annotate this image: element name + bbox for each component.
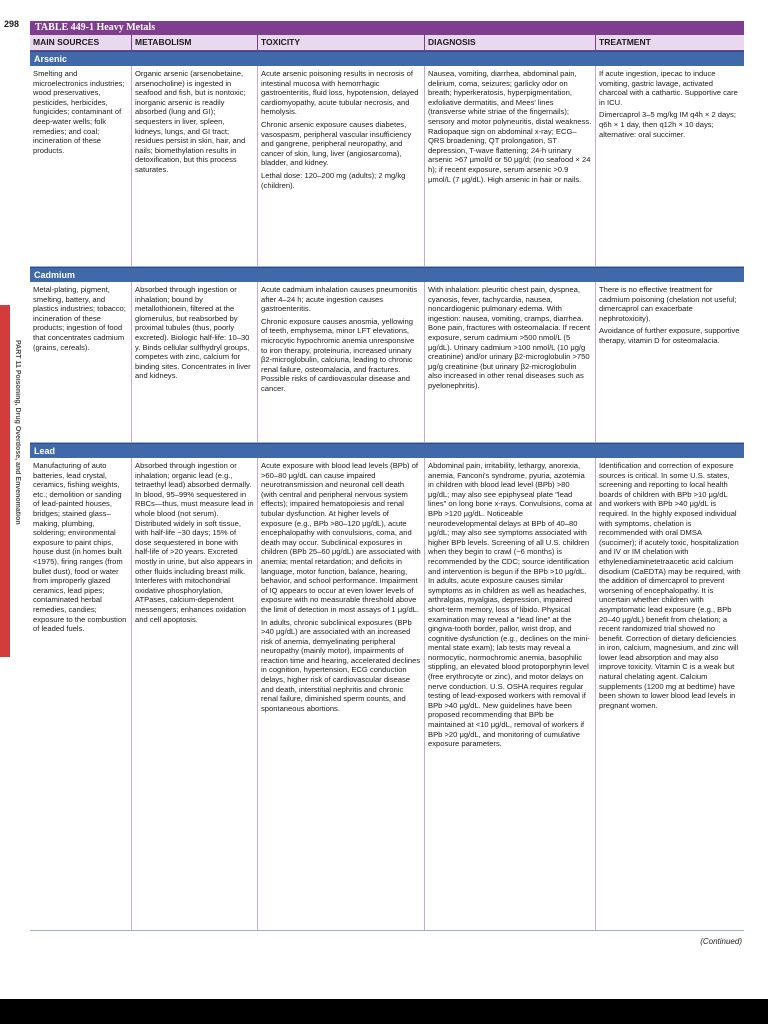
column-header-metabolism: METABOLISM: [132, 35, 258, 50]
bottom-black-bar: [0, 999, 768, 1024]
cell-text: Nausea, vomiting, diarrhea, abdominal pain, delirium, coma, seizures; garlicky odor on breath; hyperkeratosis, hyperpigmentation, exfoliative dermatitis, and Mees' lines (transverse white striae of the fingernails); sensory and motor polyneuritis, distal weakness. Radiopaque sign on abdominal x-ray; ECG–QRS broadening, QT prolongation, ST depression, T-wave flattening; 24-h urinary arsenic >67 μmol/d or 50 μg/d; (no seafood × 24 h); if recent exposure, serum arsenic >0.9 μmol/L (7 μg/dL). High arsenic in hair or nails.: [428, 69, 592, 184]
section-header-arsenic: Arsenic: [30, 51, 744, 66]
cell-toxicity: [258, 282, 425, 442]
cell-toxicity: [258, 66, 425, 266]
cell-text: Absorbed through ingestion or inhalation; organic lead (e.g., tetraethyl lead) absorbed dermally. In blood, 95–99% sequestered in RBCs—thus, must measure lead in whole blood (not serum). Distributed widely in soft tissue, with half-life ~30 days; 15% of dose sequestered in bone with half-life of >20 years. Excreted mostly in urine, but also appears in other fluids including breast milk. Interferes with mitochondrial oxidative phosphorylation, ATPases, calcium-dependent messengers; enhances oxidation and cell apoptosis.: [135, 461, 254, 624]
cell-text: Acute exposure with blood lead levels (BPb) of >60–80 μg/dL can cause impaired neurotransmission and neuronal cell death (with central and peripheral nervous system effects); impaired hematopoiesis and renal tubular dysfunction. At higher levels of exposure (e.g., BPb >80–120 μg/dL), acute encephalopathy with convulsions, coma, and death may occur. Subclinical exposures in children (BPb 25–60 μg/dL) are associated with anemia; mental retardation; and deficits in language, motor function, balance, hearing, behavior, and school performance. Impairment of IQ appears to occur at even lower levels of exposure with no measurable threshold above the limit of detection in most assays of 1 μg/dL.: [261, 461, 421, 614]
cell-diagnosis: [425, 458, 596, 930]
cell-text: If acute ingestion, ipecac to induce vomiting, gastric lavage, activated charcoal with a cathartic. Supportive care in ICU.: [599, 69, 738, 107]
table-title: TABLE 449-1 Heavy Metals: [30, 21, 744, 35]
cell-text: Lethal dose: 120–200 mg (adults); 2 mg/kg (children).: [261, 170, 406, 190]
part-side-tab-label: PART 11 Poisoning, Drug Overdose, and Envenomation: [14, 340, 21, 525]
cell-text: Avoidance of further exposure, supportive therapy, vitamin D for osteomalacia.: [599, 326, 740, 345]
page-number: 298: [4, 19, 20, 29]
cell-diagnosis: [425, 282, 596, 442]
cell-treatment: [596, 66, 744, 266]
cell-text: Dimercaprol 3–5 mg/kg IM q4h × 2 days; q6h × 1 day, then q12h × 10 days; alternative: oral succimer.: [599, 110, 736, 139]
cell-text: Absorbed through ingestion or inhalation; bound by metallothionein, filtered at the glomerulus, but reabsorbed by proximal tubules (thus, poorly excreted). Biologic half-life: 10–30 y. Binds cellular sulfhydryl groups, competes with zinc, calcium for binding sites. Concentrates in liver and kidneys.: [135, 285, 251, 381]
cell-text: Metal-plating, pigment, smelting, battery, and plastics industries; tobacco; incineration of these products; ingestion of food that concentrates cadmium (grains, cereals).: [33, 285, 126, 352]
cell-treatment: [596, 282, 744, 442]
cell-main-sources: [30, 66, 132, 266]
table-row: [30, 66, 744, 267]
cell-text: Chronic arsenic exposure causes diabetes, vasospasm, peripheral vascular insufficiency and gangrene, peripheral neuropathy, and cancer of skin, lung, liver (angiosarcoma), bladder, and kidney.: [261, 119, 412, 168]
column-header-toxicity: TOXICITY: [258, 35, 425, 50]
cell-metabolism: [132, 458, 258, 930]
cell-text: Acute cadmium inhalation causes pneumonitis after 4–24 h; acute ingestion causes gastroenteritis.: [261, 285, 418, 314]
cell-text: Acute arsenic poisoning results in necrosis of intestinal mucosa with hemorrhagic gastroenteritis, fluid loss, hypotension, delayed cardiomyopathy, acute tubular necrosis, and hemolysis.: [261, 69, 419, 117]
section-header-lead: Lead: [30, 443, 744, 458]
cell-text: Abdominal pain, irritability, lethargy, anorexia, anemia, Fanconi's syndrome, pyuria, azotemia in children with blood lead level (BPb) >80 μg/dL; may also see epiphyseal plate "lead lines" on long bone x-rays. Convulsions, coma at BPb >120 μg/dL. Noticeable neurodevelopmental delays at BPb of 40–80 μg/dL; may also see symptoms associated with higher BPb levels. Screening of all U.S. children when they begin to crawl (~6 months) is recommended by the CDC; source identification and intervention is begun if the BPb >10 μg/dL. In adults, acute exposure causes similar symptoms as in children as well as headaches, arthralgias, myalgias, depression, impaired short-term memory, loss of libido. Physical examination may reveal a "lead line" at the gingiva-tooth border, pallor, wrist drop, and cognitive dysfunction (e.g., declines on the mini-mental state exam); lab tests may reveal a normocytic, normochromic anemia, basophilic stippling, an elevated blood protoporphyrin level (free erythrocyte or zinc), and motor delays on nerve conduction. U.S. OSHA requires regular testing of lead-exposed workers with removal if BPb >40 μg/dL. New guidelines have been proposed recommending that BPb be maintained at <10 μg/dL, removal of workers if BPb >20 μg/dL, and monitoring of cumulative exposure parameters.: [428, 461, 592, 749]
column-header-main-sources: MAIN SOURCES: [30, 35, 132, 50]
column-header-treatment: TREATMENT: [599, 37, 651, 47]
cell-text: Manufacturing of auto batteries, lead crystal, ceramics, fishing weights, etc.; demolition or sanding of lead-painted houses, bridges; stained glass–making, plumbing, soldering; environmental exposure to paint chips, house dust (in homes built <1975), firing ranges (from bullet dust), food or water from improperly glazed ceramics, lead pipes; contaminated herbal remedies, candies; exposure to the combustion of leaded fuels.: [33, 461, 127, 634]
cell-metabolism: [132, 66, 258, 266]
cell-text: Chronic exposure causes anosmia, yellowing of teeth, emphysema, minor LFT elevations, microcytic hypochromic anemia unresponsive to iron therapy, proteinuria, increased urinary β2-microglobulin, calciuria, leading to chronic renal failure, osteomalacia, and fractures. Possible risks of cardiovascular disease and cancer.: [261, 316, 415, 393]
continued-label: (Continued): [700, 937, 742, 946]
cell-main-sources: [30, 282, 132, 442]
cell-text: With inhalation: pleuritic chest pain, dyspnea, cyanosis, fever, tachycardia, nausea, noncardiogenic pulmonary edema. With ingestion: nausea, vomiting, cramps, diarrhea. Bone pain, fractures with osteomalacia. If recent exposure, serum cadmium >500 nmol/L (5 μg/dL). Urinary cadmium >100 nmol/L (10 μg/g creatinine) and/or urinary β2-microglobulin >750 μg/g creatinine (but urinary β2-microglobulin also increased in other renal diseases such as pyelonephritis).: [428, 285, 591, 390]
cell-text: Smelting and microelectronics industries; wood preservatives, pesticides, herbicides, fungicides; contaminant of deep-water wells; folk remedies; and coal; incineration of these products.: [33, 69, 125, 155]
cell-toxicity: [258, 458, 425, 930]
cell-metabolism: [132, 282, 258, 442]
table-row: [30, 458, 744, 931]
heavy-metals-table: [30, 21, 744, 931]
cell-diagnosis: [425, 66, 596, 266]
section-header-cadmium: Cadmium: [30, 267, 744, 282]
cell-text: There is no effective treatment for cadmium poisoning (chelation not useful; dimercaprol can exacerbate nephrotoxicity).: [599, 285, 737, 323]
column-header-row: [30, 35, 744, 51]
cell-text: Identification and correction of exposure sources is critical. In some U.S. states, screening and reporting to local health boards of children with BPb >10 μg/dL and workers with BPb >40 μg/dL is required. In the highly exposed individual with symptoms, chelation is recommended with oral DMSA (succimer); if acutely toxic, hospitalization and IV or IM chelation with ethylenediaminetetraacetic acid calcium disodium (CaEDTA) may be required, with the addition of dimercaprol to prevent worsening of encephalopathy. It is uncertain whether children with asymptomatic lead exposure (e.g., BPb 20–40 μg/dL) benefit from chelation; a recent randomized trial showed no benefit. Correction of dietary deficiencies in iron, calcium, magnesium, and zinc will lower lead absorption and may also improve toxicity. Vitamin C is a weak but natural chelating agent. Calcium supplements (1200 mg at bedtime) have been shown to lower blood lead levels in pregnant women.: [599, 461, 741, 710]
part-side-tab: [0, 305, 10, 657]
table-row: [30, 282, 744, 443]
cell-text: In adults, chronic subclinical exposures (BPb >40 μg/dL) are associated with an increased risk of anemia, demyelinating peripheral neuropathy (mainly motor), impairments of reaction time and hearing, accelerated declines in cognition, hypertension, ECG conduction delays, higher risk of cardiovascular disease and death, interstitial nephritis and chronic renal failure, diminished sperm counts, and spontaneous abortions.: [261, 617, 421, 713]
cell-main-sources: [30, 458, 132, 930]
column-header-diagnosis: DIAGNOSIS: [425, 35, 596, 50]
cell-text: Organic arsenic (arsenobetaine, arsenocholine) is ingested in seafood and fish, but is nontoxic; inorganic arsenic is readily absorbed (lung and GI); sequesters in liver, spleen, kidneys, lungs, and GI tract; residues persist in skin, hair, and nails; biomethylation results in detoxification, but this process saturates.: [135, 69, 246, 174]
cell-treatment: [596, 458, 744, 930]
